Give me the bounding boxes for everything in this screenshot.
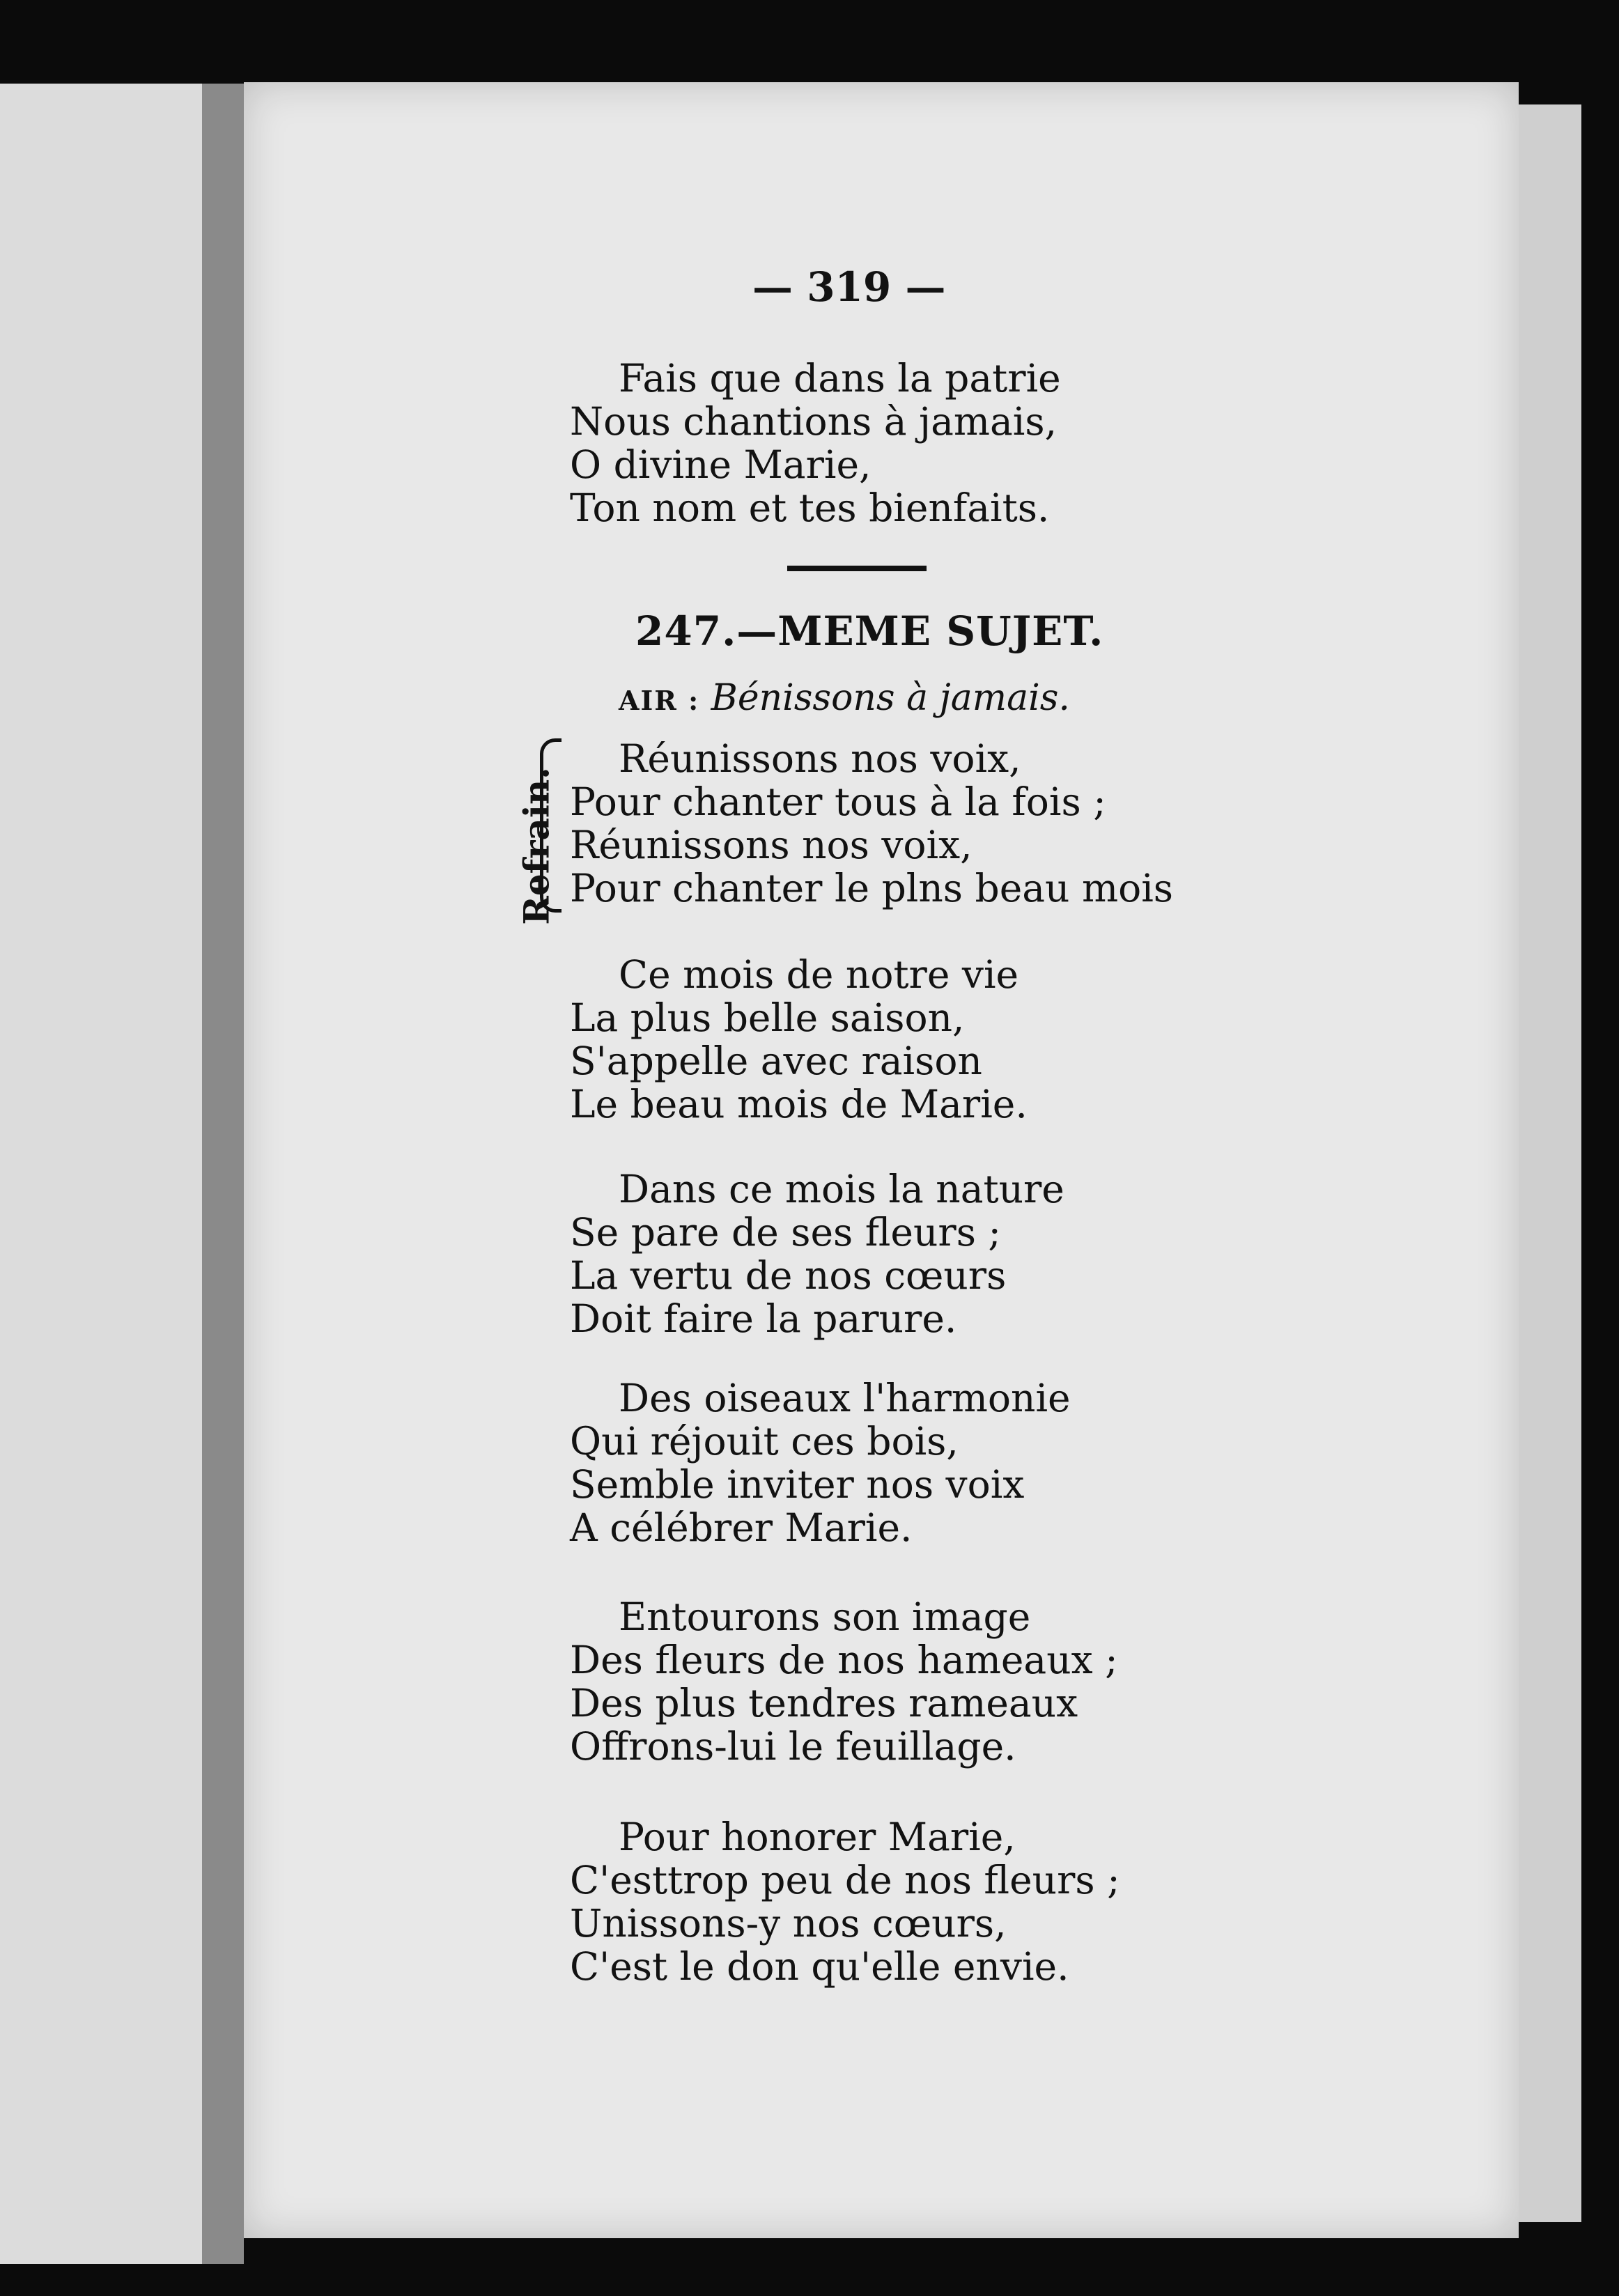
stanza-4 [570,1595,1118,1768]
verse-line: Fais que dans la patrie [619,356,1061,401]
refrain-label: Refrain. [516,767,557,925]
verse-line: Pour honorer Marie, [619,1815,1016,1859]
stanza-1 [570,953,1028,1126]
verse-line: Des plus tendres rameaux [570,1681,1078,1725]
verse-line: Semble inviter nos voix [570,1462,1025,1507]
verse-line: Des oiseaux l'harmonie [619,1376,1071,1420]
verse-line: Dans ce mois la nature [619,1167,1064,1211]
stanza-2 [570,1168,1064,1340]
verse-line: O divine Marie, [570,442,872,487]
hymn-title: 247.—MEME SUJET. [635,607,1104,655]
verse-line: Des fleurs de nos hameaux ; [570,1638,1118,1682]
verse-line: C'esttrop peu de nos fleurs ; [570,1858,1120,1902]
intro-stanza [570,357,1061,529]
air-line [619,677,1070,719]
verse-line: Entourons son image [619,1595,1031,1639]
verse-line: Le beau mois de Marie. [570,1082,1028,1126]
book-gutter [202,84,244,2264]
stanza-5 [570,1815,1120,1988]
verse-line: Qui réjouit ces bois, [570,1419,959,1464]
refrain-brace [540,738,561,913]
verse-line: Unissons-y nos cœurs, [570,1901,1007,1946]
verse-line: Réunissons nos voix, [570,823,973,867]
verse-line: Ton nom et tes bienfaits. [570,486,1050,530]
right-page-edge [1519,104,1581,2222]
verse-line: La vertu de nos cœurs [570,1253,1007,1298]
refrain [570,737,1173,910]
verse-line: Ce mois de notre vie [619,952,1019,997]
verse-line: Se pare de ses fleurs ; [570,1210,1001,1255]
verse-line: Offrons-lui le feuillage. [570,1724,1016,1769]
page-number: — 319 — [752,263,946,311]
section-divider [787,566,927,571]
air-label: AIR : [619,685,700,716]
verse-line: Pour chanter tous à la fois ; [570,779,1106,824]
verse-line: Pour chanter le plns beau mois [570,866,1174,910]
stanza-3 [570,1376,1071,1549]
verse-line: La plus belle saison, [570,995,965,1040]
air-title: Bénissons à jamais. [711,677,1070,719]
verse-line: Nous chantions à jamais, [570,399,1058,444]
left-page-edge [0,84,202,2264]
verse-line: C'est le don qu'elle envie. [570,1944,1069,1989]
verse-line: Réunissons nos voix, [619,736,1021,781]
verse-line: A célébrer Marie. [570,1505,913,1550]
verse-line: S'appelle avec raison [570,1039,982,1083]
verse-line: Doit faire la parure. [570,1296,957,1341]
